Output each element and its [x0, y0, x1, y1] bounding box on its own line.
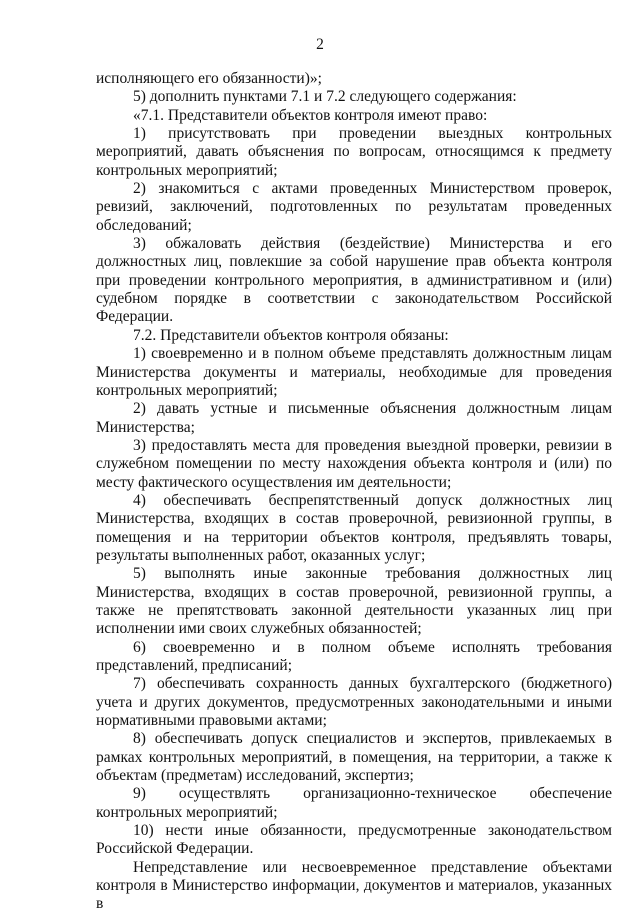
paragraph-duty-3: 3) предоставлять места для проведения выездной проверки, ревизии в служебном помещении по месту нахождения объекта контроля и (или) по месту фактического осуществления им деятельности; — [96, 436, 612, 491]
paragraph-right-2: 2) знакомиться с актами проведенных Министерством проверок, ревизий, заключений, подготовленных по результатам проведенных обследований; — [96, 180, 612, 234]
paragraph-right-1: 1) присутствовать при проведении выездных контрольных мероприятий, давать объяснения по вопросам, относящимся к предмету контрольных мероприятий; — [96, 125, 612, 179]
paragraph-duty-5: 5) выполнять иные законные требования должностных лиц Министерства, входящих в состав проверочной, ревизионной группы, а также не препятствовать законной деятельности указанных лиц при исполнении ими своих служебных обязанностей; — [96, 565, 612, 638]
paragraph-amendment-item-5: 5) дополнить пунктами 7.1 и 7.2 следующего содержания: — [133, 88, 517, 106]
paragraph-duty-10: 10) нести иные обязанности, предусмотренные законодательством Российской Федерации. — [96, 822, 612, 858]
paragraph-7-1-heading: «7.1. Представители объектов контроля имеют право: — [133, 106, 488, 124]
paragraph-right-3: 3) обжаловать действия (бездействие) Министерства и его должностных лиц, повлекшие за собой нарушение прав объекта контроля при проведении контрольного мероприятия, в административном и (или) судебном порядке в соответствии с законодательством Российской Федерации. — [96, 235, 612, 326]
document-body — [96, 70, 612, 914]
paragraph-duty-1: 1) своевременно и в полном объеме представлять должностным лицам Министерства документы и материалы, необходимые для проведения контрольных мероприятий; — [96, 345, 612, 399]
paragraph-continuation: исполняющего его обязанности)»; — [96, 70, 322, 87]
paragraph-duty-4: 4) обеспечивать беспрепятственный допуск должностных лиц Министерства, входящих в состав проверочной, ревизионной группы, в помещения и на территории объектов контроля, предъявлять товары, результаты выполненных работ, оказанных услуг; — [96, 491, 612, 564]
paragraph-duty-9: 9) осуществлять организационно-техническое обеспечение контрольных мероприятий; — [96, 785, 612, 821]
page-number: 2 — [316, 36, 324, 53]
paragraph-duty-6: 6) своевременно и в полном объеме исполнять требования представлений, предписаний; — [96, 638, 612, 674]
paragraph-duty-8: 8) обеспечивать допуск специалистов и экспертов, привлекаемых в рамках контрольных мероприятий, в помещения, на территории, а также к объектам (предметам) исследований, экспертиз; — [96, 730, 612, 785]
paragraph-7-2-heading: 7.2. Представители объектов контроля обязаны: — [133, 326, 449, 344]
paragraph-duty-2: 2) давать устные и письменные объяснения должностным лицам Министерства; — [96, 400, 612, 436]
paragraph-duty-7: 7) обеспечивать сохранность данных бухгалтерского (бюджетного) учета и других документов, предусмотренных законодательными и иными нормативными правовыми актами; — [96, 675, 612, 730]
paragraph-non-submission: Непредставление или несвоевременное представление объектами контроля в Министерство информации, документов и материалов, указанных в — [96, 858, 612, 913]
